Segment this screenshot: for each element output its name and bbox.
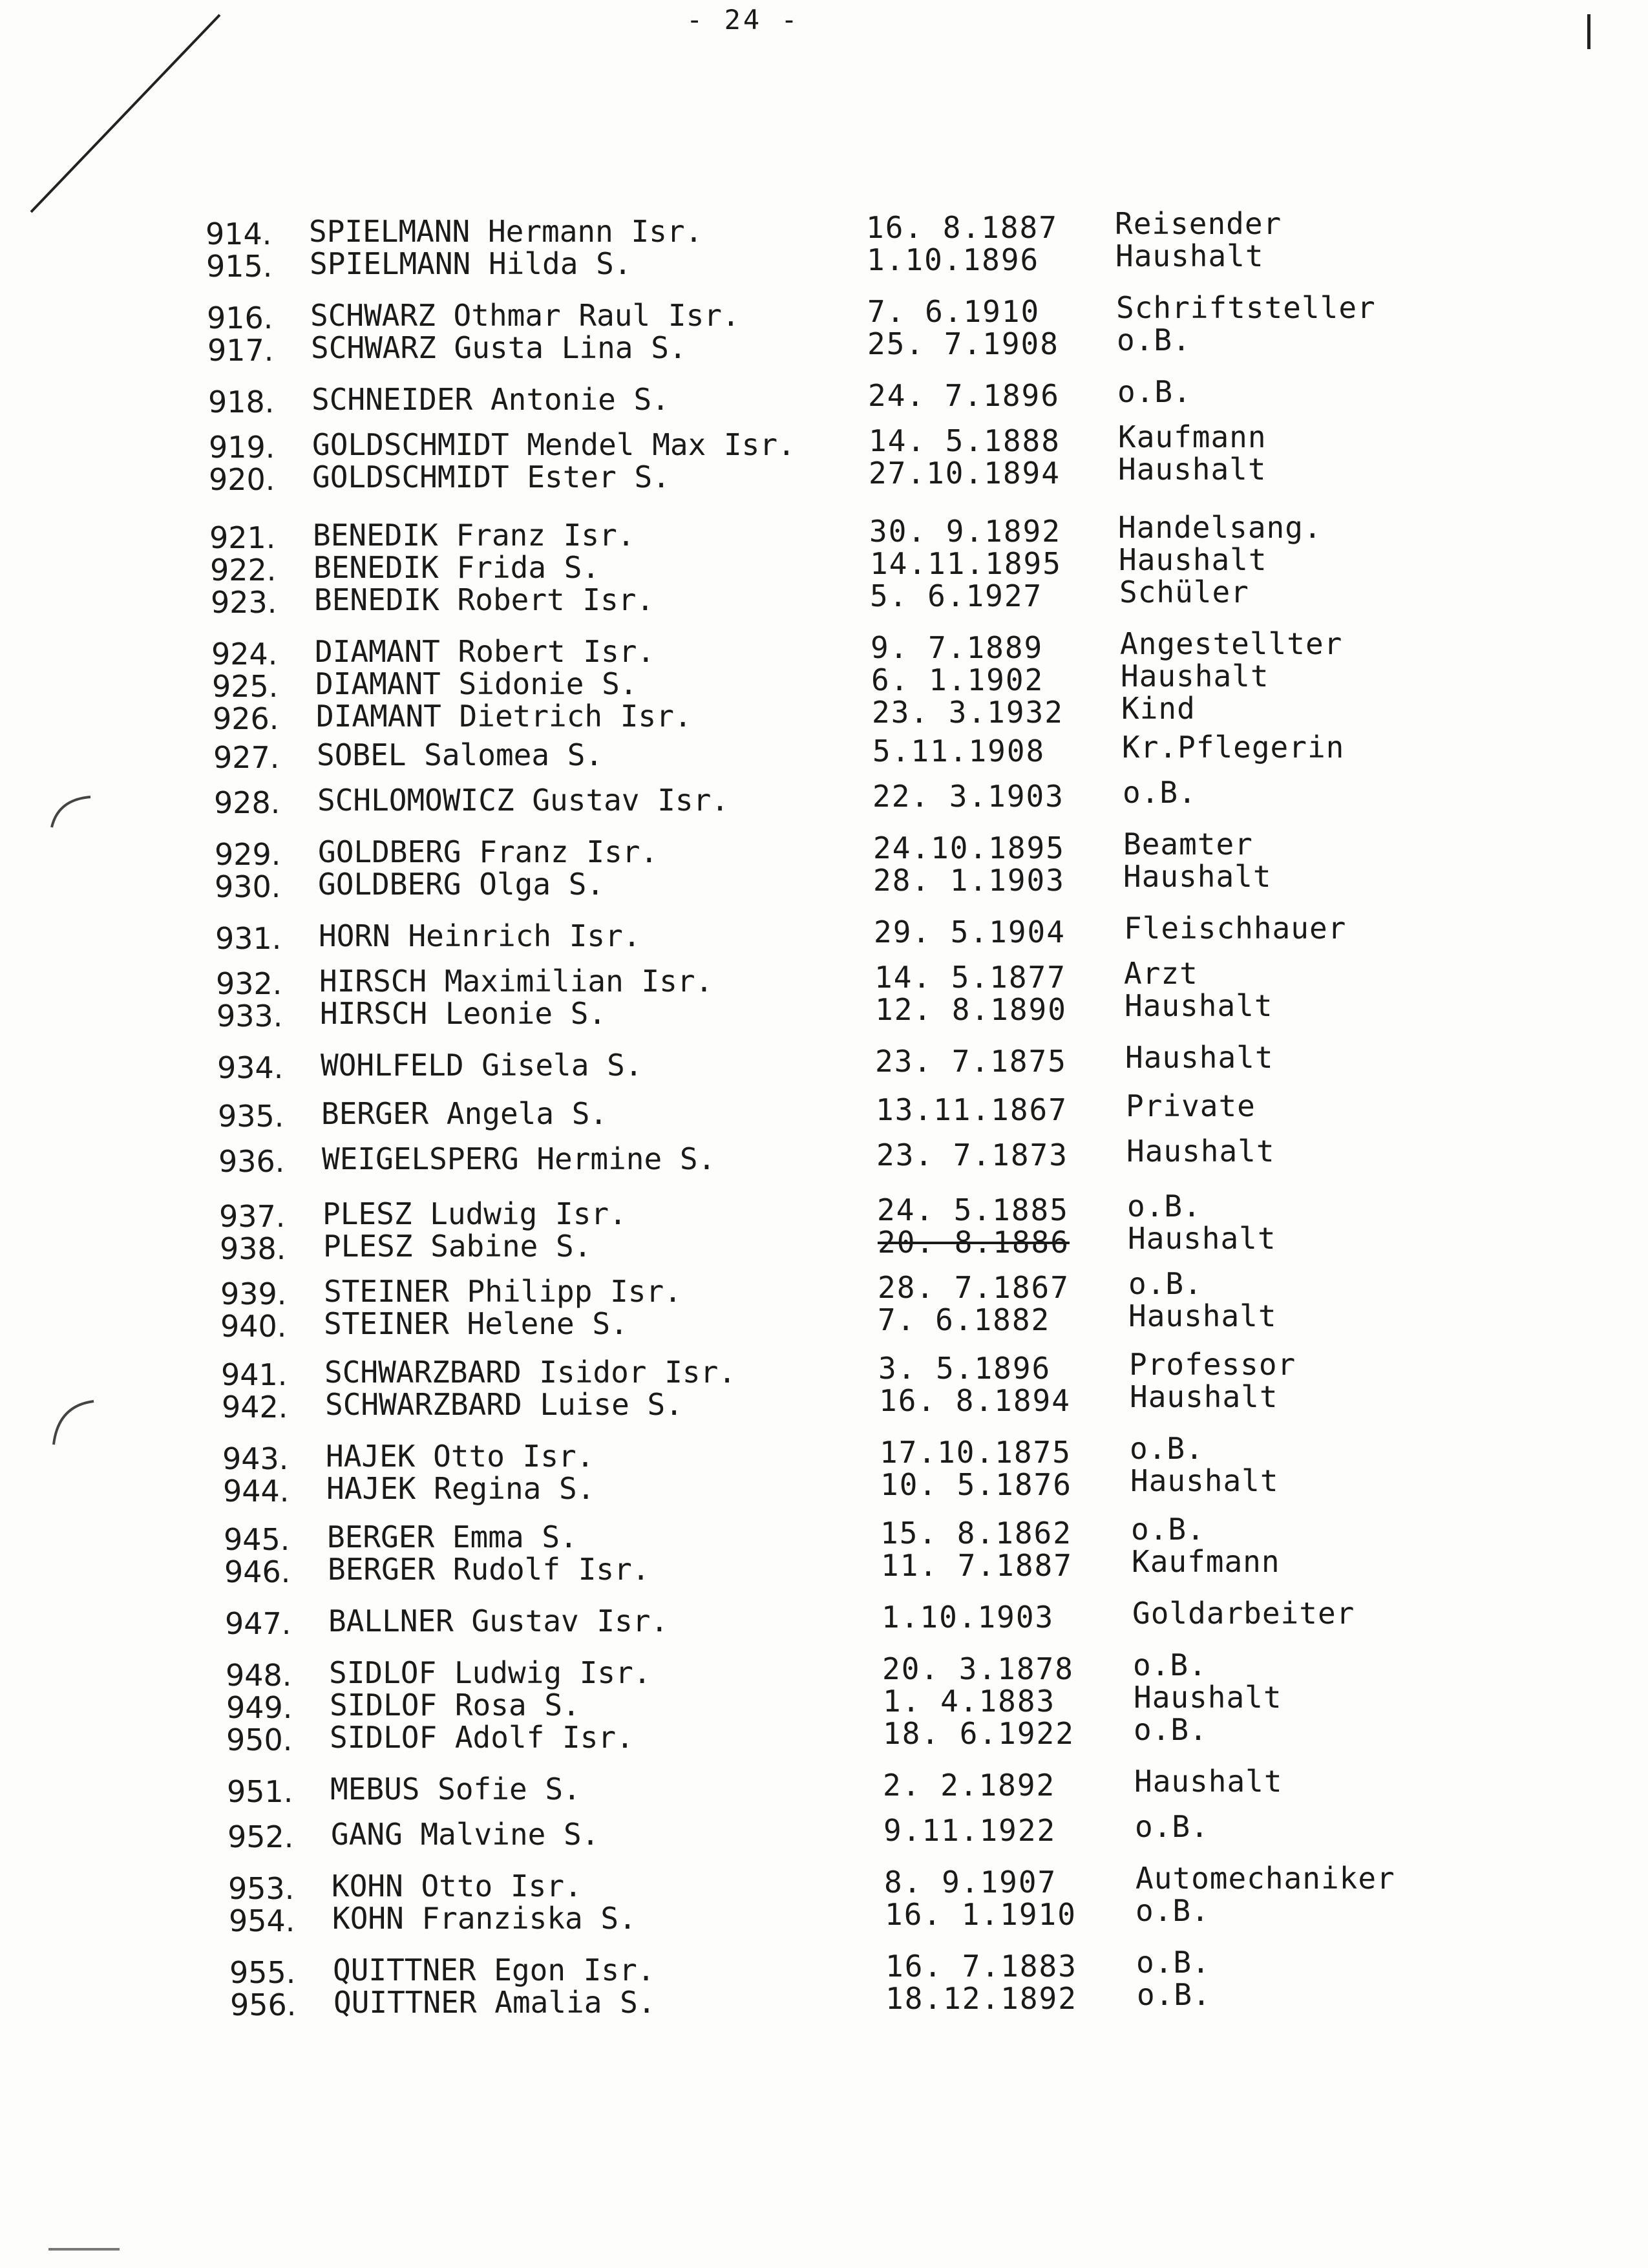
occupation: o.B. bbox=[1136, 1893, 1210, 1928]
person-name: SPIELMANN Hermann Isr. bbox=[309, 214, 703, 249]
entry-number: 914. bbox=[206, 217, 272, 251]
person-name: BALLNER Gustav Isr. bbox=[328, 1604, 669, 1638]
person-name: BENEDIK Robert Isr. bbox=[314, 582, 655, 617]
birth-date: 6. 1.1902 bbox=[871, 662, 1044, 697]
person-name: STEINER Philipp Isr. bbox=[324, 1274, 682, 1309]
entry-number: 921. bbox=[209, 520, 276, 555]
occupation: Haushalt bbox=[1130, 1463, 1279, 1498]
occupation: o.B. bbox=[1130, 1431, 1204, 1466]
occupation: Reisender bbox=[1115, 206, 1282, 241]
person-name: BENEDIK Frida S. bbox=[313, 550, 600, 585]
person-name: DIAMANT Sidonie S. bbox=[315, 666, 638, 701]
birth-date: 13.11.1867 bbox=[876, 1092, 1068, 1127]
person-name: STEINER Helene S. bbox=[324, 1306, 628, 1341]
occupation: o.B. bbox=[1117, 323, 1191, 357]
person-name: WEIGELSPERG Hermine S. bbox=[322, 1141, 716, 1176]
entry-number: 920. bbox=[209, 462, 275, 497]
person-name: SCHNEIDER Antonie S. bbox=[312, 382, 670, 417]
occupation: Haushalt bbox=[1125, 1040, 1274, 1075]
person-name: SIDLOF Ludwig Isr. bbox=[329, 1655, 651, 1690]
entry-number: 944. bbox=[223, 1474, 290, 1509]
occupation: Handelsang. bbox=[1118, 510, 1322, 545]
birth-date: 9. 7.1889 bbox=[871, 630, 1044, 665]
entry-number: 932. bbox=[216, 966, 282, 1001]
birth-date: 1. 4.1883 bbox=[883, 1684, 1056, 1719]
birth-date: 5.11.1908 bbox=[872, 734, 1046, 768]
birth-date: 1.10.1896 bbox=[867, 242, 1040, 277]
entry-number: 955. bbox=[229, 1955, 296, 1990]
occupation: Haushalt bbox=[1119, 542, 1267, 577]
person-name: GANG Malvine S. bbox=[331, 1817, 600, 1852]
birth-date: 20. 8.1886 bbox=[878, 1225, 1070, 1260]
birth-date: 16. 8.1887 bbox=[866, 210, 1058, 245]
person-name: HORN Heinrich Isr. bbox=[319, 918, 641, 953]
birth-date: 16. 8.1894 bbox=[879, 1383, 1071, 1418]
entry-number: 945. bbox=[224, 1522, 290, 1557]
occupation: Beamter bbox=[1123, 827, 1253, 862]
entry-number: 928. bbox=[214, 785, 280, 820]
entry-number: 915. bbox=[206, 249, 273, 284]
occupation: Kaufmann bbox=[1132, 1544, 1280, 1579]
person-name: HAJEK Regina S. bbox=[326, 1471, 595, 1506]
entry-number: 951. bbox=[227, 1774, 293, 1809]
entry-number: 939. bbox=[220, 1277, 287, 1311]
occupation: Haushalt bbox=[1121, 659, 1269, 694]
occupation: o.B. bbox=[1133, 1648, 1207, 1682]
person-name: SCHLOMOWICZ Gustav Isr. bbox=[317, 783, 729, 818]
occupation: Haushalt bbox=[1115, 238, 1264, 273]
person-name: GOLDSCHMIDT Ester S. bbox=[312, 460, 670, 494]
entry-number: 952. bbox=[227, 1819, 294, 1854]
entry-number: 919. bbox=[209, 430, 275, 465]
occupation: Haushalt bbox=[1128, 1221, 1276, 1256]
birth-date: 22. 3.1903 bbox=[872, 779, 1064, 814]
entry-number: 922. bbox=[210, 553, 277, 588]
occupation: Haushalt bbox=[1125, 988, 1273, 1023]
person-name: SPIELMANN Hilda S. bbox=[310, 246, 632, 281]
occupation: o.B. bbox=[1137, 1977, 1211, 2012]
entry-number: 950. bbox=[226, 1722, 293, 1757]
occupation: o.B. bbox=[1128, 1266, 1203, 1301]
birth-date: 18. 6.1922 bbox=[883, 1716, 1075, 1751]
entry-number: 936. bbox=[218, 1144, 285, 1179]
person-name: HIRSCH Leonie S. bbox=[320, 996, 607, 1031]
birth-date: 23. 7.1875 bbox=[875, 1044, 1067, 1079]
birth-date: 25. 7.1908 bbox=[867, 326, 1059, 361]
birth-date: 14. 5.1877 bbox=[874, 960, 1066, 995]
birth-date: 2. 2.1892 bbox=[883, 1768, 1056, 1803]
occupation: Arzt bbox=[1124, 956, 1198, 991]
occupation: o.B. bbox=[1127, 1189, 1201, 1224]
birth-date: 23. 7.1873 bbox=[876, 1138, 1068, 1172]
occupation: Kr.Pflegerin bbox=[1122, 730, 1345, 765]
birth-date: 30. 9.1892 bbox=[869, 514, 1061, 549]
entry-number: 917. bbox=[207, 333, 274, 368]
entry-number: 940. bbox=[220, 1309, 287, 1344]
entry-number: 935. bbox=[218, 1099, 284, 1134]
occupation: o.B. bbox=[1123, 775, 1197, 810]
occupation: Fleischhauer bbox=[1124, 911, 1347, 946]
occupation: Haushalt bbox=[1123, 859, 1272, 894]
person-name: GOLDSCHMIDT Mendel Max Isr. bbox=[312, 427, 796, 462]
entry-number: 923. bbox=[211, 585, 277, 620]
entry-number: 925. bbox=[212, 669, 279, 704]
person-name: SOBEL Salomea S. bbox=[317, 737, 604, 772]
birth-date: 7. 6.1910 bbox=[867, 294, 1041, 329]
person-name: QUITTNER Egon Isr. bbox=[333, 1953, 655, 1987]
birth-date: 3. 5.1896 bbox=[878, 1351, 1051, 1386]
birth-date: 9.11.1922 bbox=[883, 1813, 1057, 1848]
birth-date: 16. 1.1910 bbox=[885, 1897, 1077, 1932]
occupation: o.B. bbox=[1117, 374, 1192, 409]
entry-number: 942. bbox=[222, 1390, 288, 1425]
birth-date: 14.11.1895 bbox=[870, 546, 1062, 581]
birth-date: 15. 8.1862 bbox=[880, 1516, 1072, 1551]
entry-number: 956. bbox=[230, 1987, 297, 2022]
entry-number: 933. bbox=[217, 999, 283, 1033]
page-number: - 24 - bbox=[686, 4, 800, 36]
entry-number: 948. bbox=[226, 1658, 292, 1693]
entry-number: 918. bbox=[208, 385, 275, 419]
entry-number: 949. bbox=[226, 1690, 293, 1725]
person-name: GOLDBERG Olga S. bbox=[318, 867, 605, 902]
entry-number: 937. bbox=[219, 1199, 286, 1234]
person-name: SCHWARZ Othmar Raul Isr. bbox=[310, 298, 740, 333]
occupation: Angestellter bbox=[1120, 626, 1343, 661]
birth-date: 24. 7.1896 bbox=[868, 378, 1060, 413]
person-name: DIAMANT Robert Isr. bbox=[315, 634, 655, 669]
occupation: Haushalt bbox=[1134, 1680, 1282, 1715]
entry-number: 926. bbox=[213, 701, 279, 736]
occupation: Haushalt bbox=[1130, 1379, 1278, 1414]
entry-number: 931. bbox=[215, 921, 282, 956]
footer-mark bbox=[48, 2248, 120, 2251]
person-name: WOHLFELD Gisela S. bbox=[321, 1048, 643, 1083]
occupation: Haushalt bbox=[1126, 1134, 1275, 1169]
birth-date: 16. 7.1883 bbox=[885, 1949, 1077, 1984]
birth-date: 28. 7.1867 bbox=[878, 1270, 1070, 1305]
occupation: Haushalt bbox=[1134, 1764, 1283, 1799]
person-name: SCHWARZBARD Isidor Isr. bbox=[324, 1355, 736, 1390]
birth-date: 17.10.1875 bbox=[880, 1435, 1072, 1470]
birth-date: 7. 6.1882 bbox=[878, 1302, 1051, 1337]
entry-number: 924. bbox=[211, 637, 278, 672]
entry-number: 941. bbox=[221, 1357, 288, 1392]
person-name: DIAMANT Dietrich Isr. bbox=[316, 699, 692, 734]
person-name: HAJEK Otto Isr. bbox=[326, 1439, 595, 1474]
person-name: SIDLOF Rosa S. bbox=[330, 1688, 580, 1722]
birth-date: 23. 3.1932 bbox=[872, 695, 1064, 730]
person-name: BERGER Rudolf Isr. bbox=[328, 1552, 650, 1587]
birth-date: 10. 5.1876 bbox=[880, 1467, 1072, 1502]
entry-number: 943. bbox=[222, 1441, 289, 1476]
birth-date: 8. 9.1907 bbox=[884, 1865, 1057, 1900]
entry-number: 947. bbox=[225, 1606, 291, 1641]
person-name: SCHWARZBARD Luise S. bbox=[325, 1387, 683, 1422]
entry-number: 927. bbox=[213, 740, 280, 775]
margin-mark bbox=[1587, 14, 1590, 49]
birth-date: 18.12.1892 bbox=[885, 1981, 1077, 2016]
occupation: o.B. bbox=[1135, 1809, 1209, 1844]
birth-date: 14. 5.1888 bbox=[869, 423, 1061, 458]
birth-date: 24. 5.1885 bbox=[877, 1192, 1069, 1227]
occupation: Automechaniker bbox=[1136, 1861, 1395, 1896]
occupation: o.B. bbox=[1134, 1712, 1208, 1747]
entry-number: 934. bbox=[217, 1050, 284, 1085]
occupation: Goldarbeiter bbox=[1132, 1596, 1355, 1631]
person-name: KOHN Franziska S. bbox=[332, 1901, 637, 1936]
birth-date: 11. 7.1887 bbox=[881, 1548, 1073, 1583]
person-name: HIRSCH Maximilian Isr. bbox=[319, 964, 713, 999]
person-name: BERGER Emma S. bbox=[327, 1520, 578, 1554]
person-name: GOLDBERG Franz Isr. bbox=[318, 834, 659, 869]
person-name: SIDLOF Adolf Isr. bbox=[330, 1720, 634, 1755]
birth-date: 20. 3.1878 bbox=[882, 1651, 1074, 1686]
birth-date: 24.10.1895 bbox=[873, 831, 1065, 865]
punch-hole-mark bbox=[45, 792, 97, 831]
entry-number: 954. bbox=[229, 1903, 295, 1938]
entry-number: 938. bbox=[220, 1231, 286, 1266]
occupation: o.B. bbox=[1131, 1512, 1205, 1547]
birth-date: 28. 1.1903 bbox=[873, 863, 1065, 898]
entry-number: 916. bbox=[207, 301, 273, 335]
occupation: Kind bbox=[1121, 691, 1196, 726]
occupation: Schriftsteller bbox=[1116, 290, 1376, 325]
birth-date: 5. 6.1927 bbox=[870, 578, 1043, 613]
person-name: QUITTNER Amalia S. bbox=[333, 1985, 656, 2020]
occupation: Haushalt bbox=[1128, 1298, 1277, 1333]
person-name: PLESZ Sabine S. bbox=[323, 1229, 592, 1264]
occupation: o.B. bbox=[1136, 1945, 1210, 1980]
occupation: Haushalt bbox=[1118, 452, 1267, 487]
person-name: PLESZ Ludwig Isr. bbox=[322, 1196, 627, 1231]
birth-date: 1.10.1903 bbox=[882, 1600, 1055, 1635]
occupation: Kaufmann bbox=[1118, 419, 1267, 454]
birth-date: 29. 5.1904 bbox=[874, 915, 1066, 949]
occupation: Professor bbox=[1129, 1347, 1296, 1382]
entry-number: 930. bbox=[215, 869, 281, 904]
person-name: BERGER Angela S. bbox=[321, 1096, 608, 1131]
person-name: KOHN Otto Isr. bbox=[332, 1869, 582, 1903]
entry-number: 929. bbox=[215, 837, 281, 872]
birth-date: 12. 8.1890 bbox=[875, 992, 1067, 1027]
entry-number: 953. bbox=[228, 1871, 295, 1906]
entry-number: 946. bbox=[224, 1554, 291, 1589]
person-name: SCHWARZ Gusta Lina S. bbox=[311, 330, 687, 365]
person-name: MEBUS Sofie S. bbox=[330, 1772, 581, 1807]
diagonal-pen-stroke bbox=[26, 12, 233, 218]
birth-date: 27.10.1894 bbox=[869, 456, 1061, 491]
occupation: Private bbox=[1126, 1088, 1256, 1123]
punch-hole-mark bbox=[48, 1396, 100, 1448]
person-name: BENEDIK Franz Isr. bbox=[313, 518, 635, 553]
occupation: Schüler bbox=[1119, 575, 1249, 609]
